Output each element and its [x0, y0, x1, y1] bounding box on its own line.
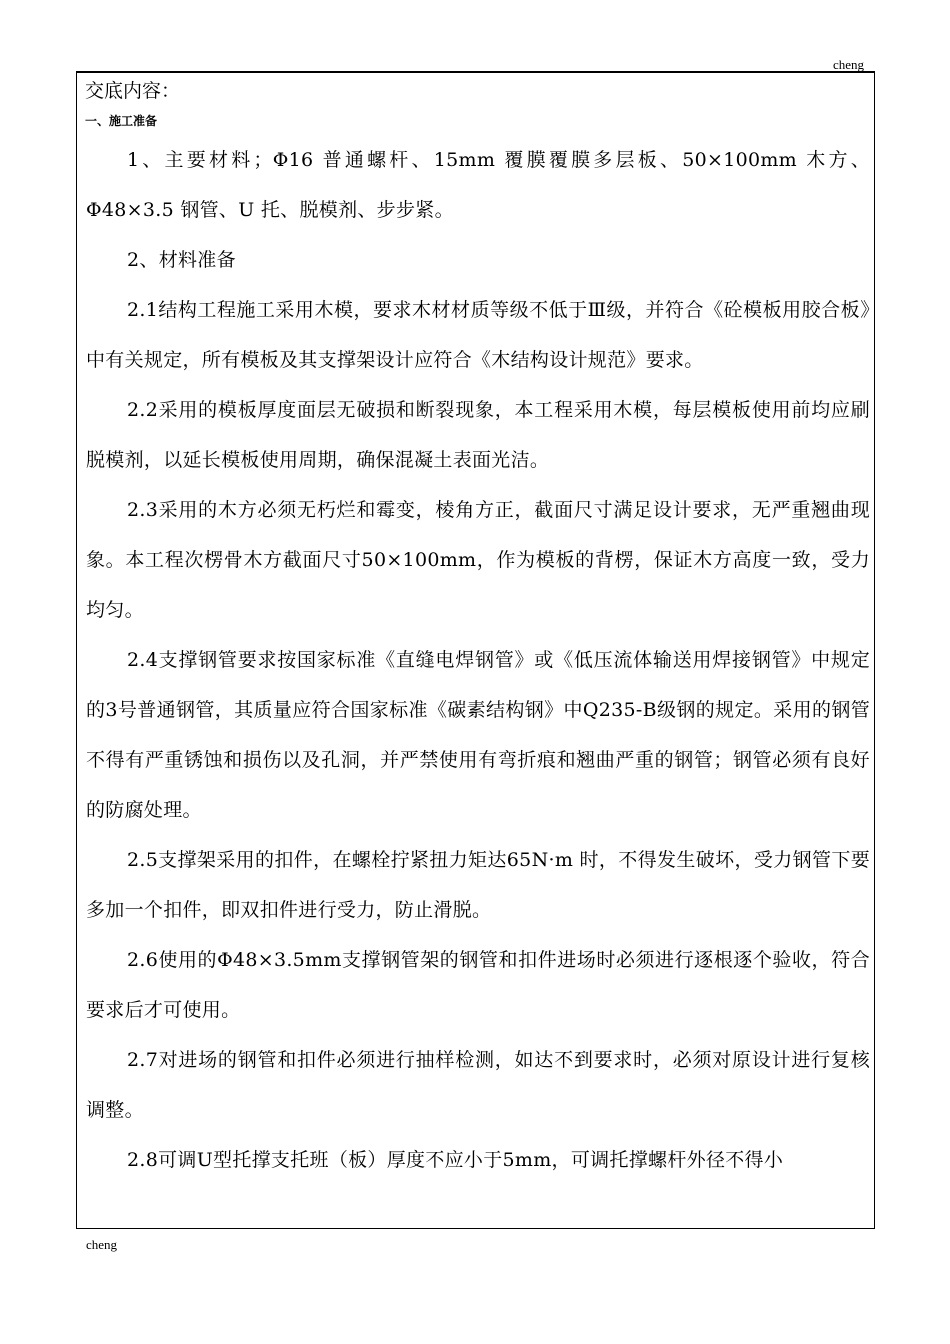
paragraph-2-8: 2.8可调U型托撑支托班（板）厚度不应小于5mm，可调托撑螺杆外径不得小: [127, 1149, 784, 1171]
page-header-author: cheng: [832, 57, 864, 72]
paragraph-2-4: 2.4支撑钢管要求按国家标准《直缝电焊钢管》或《低压流体输送用焊接钢管》中规定的3号普通钢管，其质量应符合国家标准《碳素结构钢》中Q235-B级钢的规定。采用的钢管不得有严重锈蚀和损伤以及孔洞，并严禁使用有弯折痕和翘曲严重的钢管；钢管必须有良好的防腐处理。: [86, 649, 870, 821]
section-heading: 一、施工准备: [85, 114, 158, 128]
paragraph-2-5: 2.5支撑架采用的扣件，在螺栓拧紧扭力矩达65N·m 时，不得发生破坏，受力钢管下要多加一个扣件，即双扣件进行受力，防止滑脱。: [86, 849, 870, 921]
content-frame: [76, 72, 875, 1229]
paragraph-2-6: 2.6使用的Φ48×3.5mm支撑钢管架的钢管和扣件进场时必须进行逐根逐个验收，符合要求后才可使用。: [86, 949, 870, 1021]
page-footer-author: cheng: [86, 1237, 118, 1252]
paragraph-2-7: 2.7对进场的钢管和扣件必须进行抽样检测，如达不到要求时，必须对原设计进行复核调整。: [86, 1049, 870, 1121]
body-text: [86, 135, 870, 1185]
frame-title: 交底内容：: [85, 80, 181, 102]
paragraph-material-prep: 2、材料准备: [127, 249, 236, 271]
paragraph-2-2: 2.2采用的模板厚度面层无破损和断裂现象，本工程采用木模，每层模板使用前均应刷脱模剂，以延长模板使用周期，确保混凝土表面光洁。: [86, 399, 870, 471]
paragraph-2-1: 2.1结构工程施工采用木模，要求木材材质等级不低于Ⅲ级，并符合《砼模板用胶合板》中有关规定，所有模板及其支撑架设计应符合《木结构设计规范》要求。: [86, 299, 870, 371]
paragraph-materials: 1、主要材料；Φ16 普通螺杆、15mm 覆膜覆膜多层板、50×100mm 木方、Φ48×3.5 钢管、U 托、脱模剂、步步紧。: [86, 149, 870, 221]
paragraph-2-3: 2.3采用的木方必须无朽烂和霉变，棱角方正，截面尺寸满足设计要求，无严重翘曲现象。本工程次楞骨木方截面尺寸50×100mm，作为模板的背楞，保证木方高度一致，受力均匀。: [86, 499, 870, 621]
